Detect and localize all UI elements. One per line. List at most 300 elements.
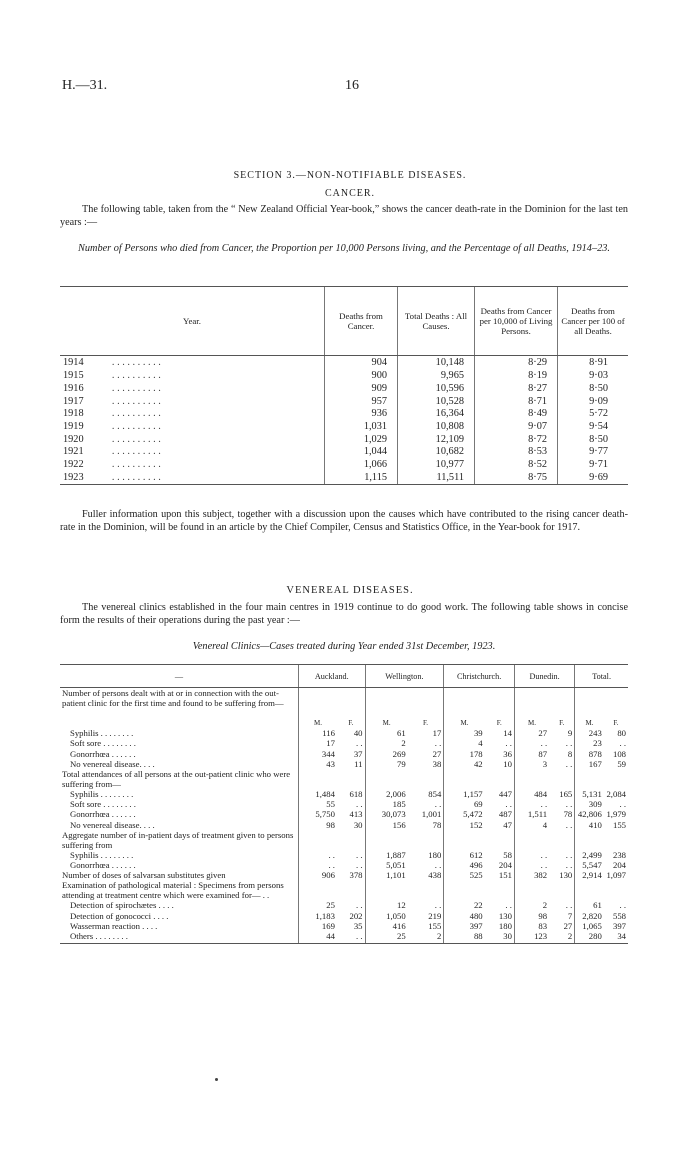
value-cell: 23 bbox=[575, 738, 604, 748]
value-cell: . . bbox=[434, 900, 442, 911]
deaths-cell: 909 bbox=[325, 383, 398, 396]
value-cell: 1,511 bbox=[514, 809, 549, 819]
value-cell: 34 bbox=[604, 931, 628, 944]
per10000-cell: 8·53 bbox=[475, 446, 558, 459]
value-cell: 269 bbox=[365, 749, 408, 759]
value-cell: . . bbox=[514, 799, 549, 809]
value-cell: . . bbox=[356, 849, 363, 860]
row-label: Detection of spirochætes . . . . bbox=[70, 900, 174, 911]
value-cell: 78 bbox=[563, 809, 573, 820]
value-cell bbox=[444, 830, 485, 850]
value-cell: 219 bbox=[428, 910, 442, 921]
value-cell bbox=[408, 688, 444, 709]
col-christchurch: Christchurch. bbox=[444, 665, 515, 688]
col-dunedin: Dunedin. bbox=[514, 665, 574, 688]
cancer-table-caption: Number of Persons who died from Cancer, the Proportion per 10,000 Persons living, and the Percentage of all Deaths, 1914–23. bbox=[78, 243, 610, 254]
cancer-row bbox=[60, 459, 628, 472]
value-cell bbox=[575, 769, 604, 789]
deaths-cell: 900 bbox=[325, 370, 398, 383]
venereal-row bbox=[60, 921, 628, 931]
value-cell: 47 bbox=[503, 819, 512, 830]
value-cell: 79 bbox=[365, 759, 408, 769]
venereal-row bbox=[60, 738, 628, 748]
value-cell: . . bbox=[514, 860, 549, 870]
value-cell bbox=[575, 830, 604, 850]
value-cell: 1,484 bbox=[299, 789, 337, 799]
total-cell: 10,528 bbox=[398, 395, 475, 408]
row-label: Syphilis . . . . . . . . bbox=[70, 849, 134, 860]
venereal-row bbox=[60, 789, 628, 799]
value-cell bbox=[485, 880, 515, 900]
venereal-row bbox=[60, 749, 628, 759]
value-cell: . . bbox=[565, 758, 573, 769]
value-cell bbox=[549, 688, 575, 709]
value-cell: 180 bbox=[498, 920, 512, 931]
value-cell: 178 bbox=[444, 749, 485, 759]
female-header: F. bbox=[348, 719, 354, 728]
value-cell: 1,097 bbox=[606, 870, 626, 881]
value-cell: 78 bbox=[432, 819, 442, 830]
value-cell: 169 bbox=[299, 921, 337, 931]
value-cell: 243 bbox=[575, 728, 604, 738]
value-cell: 2,820 bbox=[575, 910, 604, 920]
male-header: M. bbox=[575, 708, 604, 728]
row-label: Aggregate number of in-patient days of treatment given to persons suffering from bbox=[62, 829, 294, 850]
deaths-cell: 957 bbox=[325, 395, 398, 408]
venereal-heading: VENEREAL DISEASES. bbox=[286, 585, 414, 596]
value-cell: . . bbox=[565, 819, 573, 830]
value-cell: 1,979 bbox=[606, 809, 626, 820]
value-cell: 27 bbox=[514, 728, 549, 738]
sex-header-row bbox=[60, 708, 628, 728]
deaths-cell: 1,031 bbox=[325, 421, 398, 434]
year-cell: 1918 . . . . . . . . . . bbox=[63, 408, 161, 420]
value-cell: . . bbox=[434, 859, 442, 870]
value-cell: 44 bbox=[299, 931, 337, 944]
value-cell bbox=[444, 769, 485, 789]
value-cell: 30 bbox=[485, 931, 515, 944]
value-cell bbox=[485, 830, 515, 850]
value-cell: 27 bbox=[432, 748, 442, 759]
cancer-row bbox=[60, 446, 628, 459]
value-cell: 378 bbox=[349, 870, 363, 881]
value-cell bbox=[514, 769, 549, 789]
per100-cell: 8·50 bbox=[558, 433, 629, 446]
value-cell bbox=[299, 769, 337, 789]
per10000-cell: 8·75 bbox=[475, 472, 558, 485]
col-deaths: Deaths from Cancer. bbox=[325, 287, 398, 356]
female-header: F. bbox=[613, 719, 619, 728]
row-label: Soft sore . . . . . . . . bbox=[70, 738, 136, 749]
total-cell: 10,148 bbox=[398, 356, 475, 371]
year-cell: 1922 . . . . . . . . . . bbox=[63, 459, 161, 471]
female-header: F. bbox=[422, 719, 429, 728]
value-cell: 1,050 bbox=[365, 910, 408, 920]
value-cell: 238 bbox=[612, 849, 626, 860]
value-cell bbox=[549, 830, 575, 850]
per100-cell: 5·72 bbox=[558, 408, 629, 421]
value-cell: 5,051 bbox=[365, 860, 408, 870]
per10000-cell: 9·07 bbox=[475, 421, 558, 434]
value-cell: . . bbox=[356, 859, 363, 870]
value-cell bbox=[365, 880, 408, 900]
value-cell: 1,887 bbox=[365, 850, 408, 860]
year-cell: 1916 . . . . . . . . . . bbox=[63, 383, 161, 395]
value-cell: 42 bbox=[444, 759, 485, 769]
value-cell bbox=[485, 769, 515, 789]
value-cell: 2,006 bbox=[365, 789, 408, 799]
cancer-row bbox=[60, 472, 628, 485]
cancer-row bbox=[60, 395, 628, 408]
value-cell: 416 bbox=[365, 921, 408, 931]
cancer-heading: CANCER. bbox=[324, 188, 376, 199]
value-cell: 9 bbox=[567, 728, 573, 739]
value-cell: 1,157 bbox=[444, 789, 485, 799]
value-cell bbox=[408, 880, 444, 900]
value-cell: 88 bbox=[444, 931, 485, 944]
row-label: Number of persons dealt with at or in connection with the out-patient clinic for the first time and found to be suffering from— bbox=[62, 688, 284, 708]
value-cell: 38 bbox=[432, 758, 442, 769]
value-cell: 58 bbox=[503, 849, 512, 860]
value-cell bbox=[408, 830, 444, 850]
value-cell bbox=[299, 880, 337, 900]
value-cell: 10 bbox=[503, 758, 512, 769]
value-cell: 484 bbox=[514, 789, 549, 799]
value-cell: 2 bbox=[408, 931, 444, 944]
value-cell: 1,065 bbox=[575, 921, 604, 931]
value-cell: 123 bbox=[514, 931, 549, 944]
value-cell: 37 bbox=[353, 748, 363, 759]
value-cell: 3 bbox=[514, 759, 549, 769]
value-cell: 30,073 bbox=[365, 809, 408, 819]
row-label: Gonorrhœa . . . . . . bbox=[70, 748, 136, 759]
cancer-row bbox=[60, 408, 628, 421]
col-label: — bbox=[60, 665, 299, 688]
value-cell: . . bbox=[337, 931, 365, 944]
value-cell bbox=[299, 688, 337, 709]
value-cell bbox=[575, 880, 604, 900]
value-cell: 410 bbox=[575, 820, 604, 830]
value-cell bbox=[604, 880, 628, 900]
total-cell: 10,808 bbox=[398, 421, 475, 434]
per10000-cell: 8·49 bbox=[475, 408, 558, 421]
female-header: F. bbox=[559, 719, 565, 728]
value-cell bbox=[337, 769, 365, 789]
value-cell bbox=[299, 830, 337, 850]
value-cell: 204 bbox=[498, 859, 512, 870]
row-label: Others . . . . . . . . bbox=[60, 931, 299, 944]
value-cell: 5,547 bbox=[575, 860, 604, 870]
value-cell: 69 bbox=[444, 799, 485, 809]
total-cell: 9,965 bbox=[398, 370, 475, 383]
value-cell: . . bbox=[619, 900, 626, 911]
value-cell: . . bbox=[434, 799, 442, 810]
value-cell: 854 bbox=[428, 789, 442, 800]
value-cell: 878 bbox=[575, 749, 604, 759]
venereal-intro: The venereal clinics established in the four main centres in 1919 continue to do good work. The following table shows in concise form the results of their operations during the past year :— bbox=[60, 602, 628, 626]
value-cell: . . bbox=[565, 799, 573, 810]
row-label: Total attendances of all persons at the out-patient clinic who were suffering from— bbox=[62, 768, 291, 789]
value-cell: 61 bbox=[365, 728, 408, 738]
row-label: Detection of gonococci . . . . bbox=[70, 910, 169, 921]
deaths-cell: 904 bbox=[325, 356, 398, 371]
value-cell: 2,914 bbox=[575, 870, 604, 880]
total-cell: 12,109 bbox=[398, 433, 475, 446]
value-cell: 344 bbox=[299, 749, 337, 759]
value-cell: 438 bbox=[428, 870, 442, 881]
value-cell: 480 bbox=[444, 910, 485, 920]
value-cell: 25 bbox=[365, 931, 408, 944]
value-cell: 22 bbox=[444, 900, 485, 910]
value-cell: 180 bbox=[428, 849, 442, 860]
venereal-row bbox=[60, 830, 628, 850]
col-per10000: Deaths from Cancer per 10,000 of Living Persons. bbox=[475, 287, 558, 356]
value-cell: 1,001 bbox=[421, 809, 442, 820]
row-label: Number of doses of salvarsan substitutes given bbox=[62, 870, 226, 881]
value-cell bbox=[337, 880, 365, 900]
male-header: M. bbox=[299, 708, 337, 728]
row-label: No venereal disease. . . . bbox=[70, 819, 155, 830]
value-cell bbox=[575, 688, 604, 709]
value-cell: 447 bbox=[498, 789, 512, 800]
value-cell: 280 bbox=[575, 931, 604, 944]
value-cell bbox=[514, 880, 549, 900]
venereal-table-caption: Venereal Clinics—Cases treated during Year ended 31st December, 1923. bbox=[192, 641, 496, 652]
value-cell bbox=[514, 830, 549, 850]
value-cell: 397 bbox=[444, 921, 485, 931]
value-cell: 36 bbox=[503, 748, 512, 759]
cancer-footnote: Fuller information upon this subject, together with a discussion upon the causes which have contributed to the rising cancer death-rate in the Dominion, will be found in an article by the Chief Compiler, Census and Statistics Office, in the Year-book for 1917. bbox=[60, 509, 628, 533]
value-cell bbox=[444, 880, 485, 900]
value-cell bbox=[549, 769, 575, 789]
value-cell: 487 bbox=[498, 809, 512, 820]
value-cell: 87 bbox=[514, 749, 549, 759]
cancer-table bbox=[60, 286, 628, 485]
cancer-intro: The following table, taken from the “ New Zealand Official Year-book,” shows the cancer death-rate in the Dominion for the last ten years :— bbox=[60, 204, 628, 228]
value-cell: 59 bbox=[617, 758, 626, 769]
section-title: SECTION 3.—NON-NOTIFIABLE DISEASES. bbox=[233, 170, 467, 181]
value-cell bbox=[365, 688, 408, 709]
value-cell: . . bbox=[565, 738, 573, 749]
value-cell bbox=[604, 830, 628, 850]
col-year: Year. bbox=[60, 287, 325, 356]
value-cell: 116 bbox=[299, 728, 337, 738]
value-cell: 17 bbox=[299, 738, 337, 748]
per100-cell: 8·50 bbox=[558, 383, 629, 396]
col-auckland: Auckland. bbox=[299, 665, 366, 688]
stray-dot bbox=[215, 1078, 218, 1081]
value-cell: 25 bbox=[299, 900, 337, 910]
venereal-row bbox=[60, 728, 628, 738]
venereal-row bbox=[60, 870, 628, 880]
value-cell: 185 bbox=[365, 799, 408, 809]
value-cell: 35 bbox=[353, 920, 363, 931]
value-cell bbox=[337, 830, 365, 850]
per10000-cell: 8·71 bbox=[475, 395, 558, 408]
value-cell: 496 bbox=[444, 860, 485, 870]
value-cell: . . bbox=[299, 850, 337, 860]
per10000-cell: 8·29 bbox=[475, 356, 558, 371]
value-cell: 2,084 bbox=[606, 789, 626, 800]
value-cell: 167 bbox=[575, 759, 604, 769]
venereal-row bbox=[60, 820, 628, 830]
value-cell: 108 bbox=[612, 748, 626, 759]
venereal-row bbox=[60, 759, 628, 769]
value-cell: 80 bbox=[617, 728, 626, 739]
per100-cell: 9·54 bbox=[558, 421, 629, 434]
per100-cell: 9·71 bbox=[558, 459, 629, 472]
value-cell: 5,750 bbox=[299, 809, 337, 819]
col-per100: Deaths from Cancer per 100 of all Deaths. bbox=[558, 287, 629, 356]
per100-cell: 9·09 bbox=[558, 395, 629, 408]
venereal-row bbox=[60, 809, 628, 819]
year-cell: 1917 . . . . . . . . . . bbox=[63, 395, 161, 407]
value-cell bbox=[337, 688, 365, 709]
col-total: Total Deaths : All Causes. bbox=[398, 287, 475, 356]
value-cell: . . bbox=[505, 900, 512, 911]
value-cell: 1,101 bbox=[365, 870, 408, 880]
value-cell: 7 bbox=[567, 910, 573, 921]
cancer-row bbox=[60, 383, 628, 396]
value-cell: 30 bbox=[353, 819, 363, 830]
value-cell: 382 bbox=[514, 870, 549, 880]
value-cell bbox=[365, 769, 408, 789]
per100-cell: 9·69 bbox=[558, 472, 629, 485]
value-cell: 11 bbox=[354, 758, 363, 769]
value-cell: 83 bbox=[514, 921, 549, 931]
document-code: H.—31. bbox=[62, 78, 108, 93]
row-label: No venereal disease. . . . bbox=[70, 758, 155, 769]
value-cell: 61 bbox=[575, 900, 604, 910]
male-header: M. bbox=[365, 708, 408, 728]
value-cell: 204 bbox=[612, 859, 626, 870]
value-cell: . . bbox=[565, 849, 573, 860]
value-cell: 618 bbox=[349, 789, 363, 800]
value-cell bbox=[365, 830, 408, 850]
value-cell: 14 bbox=[503, 728, 512, 739]
value-cell: 1,183 bbox=[299, 910, 337, 920]
venereal-row bbox=[60, 880, 628, 900]
deaths-cell: 1,044 bbox=[325, 446, 398, 459]
value-cell bbox=[549, 880, 575, 900]
value-cell: 40 bbox=[353, 728, 363, 739]
per100-cell: 9·77 bbox=[558, 446, 629, 459]
male-header: M. bbox=[444, 708, 485, 728]
value-cell: . . bbox=[356, 738, 363, 749]
value-cell: . . bbox=[619, 799, 626, 810]
year-cell: 1923 . . . . . . . . . . bbox=[60, 472, 325, 485]
value-cell: . . bbox=[514, 850, 549, 860]
per100-cell: 8·91 bbox=[558, 356, 629, 371]
per100-cell: 9·03 bbox=[558, 370, 629, 383]
value-cell: 5,472 bbox=[444, 809, 485, 819]
value-cell: 55 bbox=[299, 799, 337, 809]
value-cell bbox=[514, 688, 549, 709]
value-cell: . . bbox=[514, 738, 549, 748]
value-cell: 4 bbox=[444, 738, 485, 748]
value-cell: 98 bbox=[514, 910, 549, 920]
venereal-table bbox=[60, 664, 628, 944]
row-label: Wasserman reaction . . . . bbox=[70, 920, 158, 931]
per10000-cell: 8·72 bbox=[475, 433, 558, 446]
total-cell: 10,682 bbox=[398, 446, 475, 459]
value-cell: . . bbox=[505, 738, 512, 749]
cancer-row bbox=[60, 421, 628, 434]
row-label: Gonorrhœa . . . . . . bbox=[70, 809, 136, 820]
value-cell: 2 bbox=[365, 738, 408, 748]
value-cell: 413 bbox=[349, 809, 363, 820]
total-cell: 16,364 bbox=[398, 408, 475, 421]
value-cell: 156 bbox=[365, 820, 408, 830]
deaths-cell: 1,066 bbox=[325, 459, 398, 472]
value-cell: 43 bbox=[299, 759, 337, 769]
value-cell: . . bbox=[565, 859, 573, 870]
value-cell: 906 bbox=[299, 870, 337, 880]
year-cell: 1919 . . . . . . . . . . bbox=[63, 421, 161, 433]
value-cell bbox=[444, 688, 485, 709]
total-cell: 10,596 bbox=[398, 383, 475, 396]
male-header: M. bbox=[514, 708, 549, 728]
value-cell: 151 bbox=[498, 870, 512, 881]
value-cell: 98 bbox=[299, 820, 337, 830]
total-cell: 10,977 bbox=[398, 459, 475, 472]
value-cell bbox=[604, 688, 628, 709]
deaths-cell: 1,115 bbox=[325, 472, 398, 485]
value-cell: . . bbox=[434, 738, 442, 749]
row-label: Gonorrhœa . . . . . . bbox=[70, 859, 136, 870]
value-cell: 5,131 bbox=[575, 789, 604, 799]
value-cell: . . bbox=[565, 900, 573, 911]
value-cell: 309 bbox=[575, 799, 604, 809]
value-cell: . . bbox=[356, 799, 363, 810]
female-header: F. bbox=[496, 719, 502, 728]
cancer-row bbox=[60, 370, 628, 383]
value-cell: 27 bbox=[563, 920, 573, 931]
value-cell: 525 bbox=[444, 870, 485, 880]
value-cell: 8 bbox=[567, 748, 573, 759]
value-cell: 397 bbox=[612, 920, 626, 931]
page-number: 16 bbox=[345, 78, 359, 93]
value-cell bbox=[485, 688, 515, 709]
year-cell: 1921 . . . . . . . . . . bbox=[63, 446, 161, 458]
value-cell: 130 bbox=[559, 870, 573, 881]
venereal-row bbox=[60, 799, 628, 809]
per10000-cell: 8·27 bbox=[475, 383, 558, 396]
value-cell: 558 bbox=[612, 910, 626, 921]
value-cell: . . bbox=[356, 900, 363, 911]
value-cell: 612 bbox=[444, 850, 485, 860]
venereal-row bbox=[60, 769, 628, 789]
value-cell: 152 bbox=[444, 820, 485, 830]
venereal-row bbox=[60, 850, 628, 860]
value-cell: 12 bbox=[365, 900, 408, 910]
value-cell: 165 bbox=[559, 789, 573, 800]
deaths-cell: 936 bbox=[325, 408, 398, 421]
row-label: Soft sore . . . . . . . . bbox=[70, 799, 136, 810]
row-label: Examination of pathological material : Specimens from persons attending at treatment centre which were examined for— . . bbox=[62, 880, 284, 901]
value-cell: . . bbox=[505, 799, 512, 810]
value-cell: 155 bbox=[612, 819, 626, 830]
venereal-row bbox=[60, 931, 628, 944]
value-cell: 2,499 bbox=[575, 850, 604, 860]
per10000-cell: 8·19 bbox=[475, 370, 558, 383]
value-cell: 2 bbox=[514, 900, 549, 910]
venereal-row bbox=[60, 860, 628, 870]
cancer-row bbox=[60, 356, 628, 371]
value-cell: 2 bbox=[549, 931, 575, 944]
value-cell: . . bbox=[299, 860, 337, 870]
col-total: Total. bbox=[575, 665, 628, 688]
